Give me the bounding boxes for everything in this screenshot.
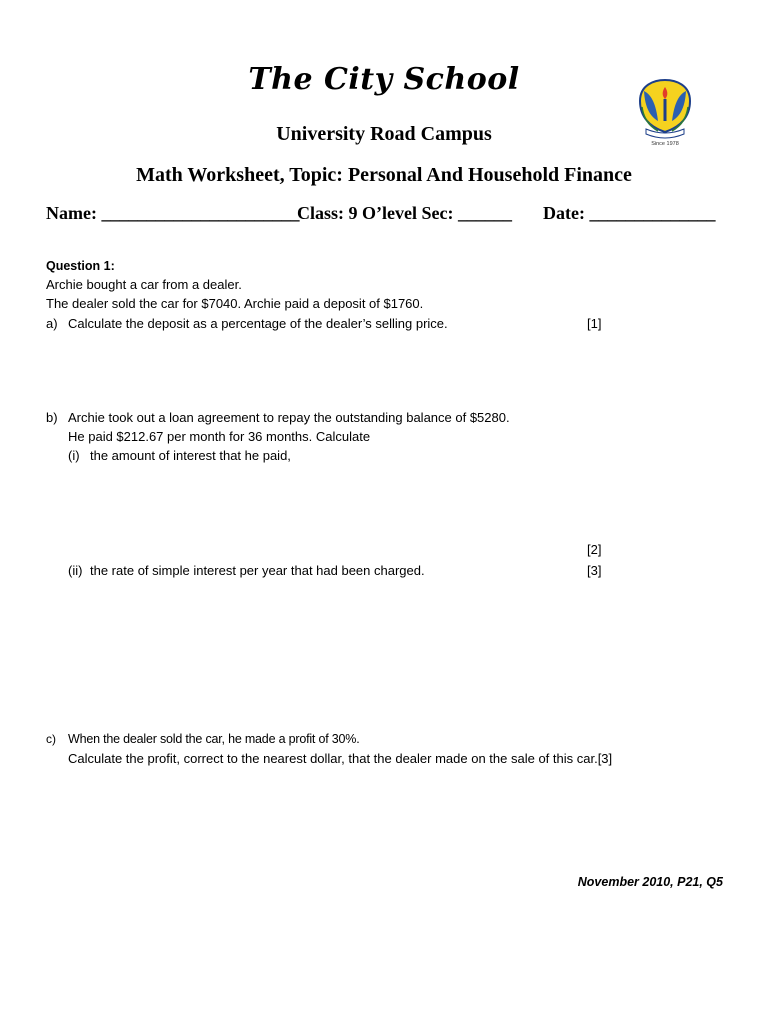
question-intro-line1: Archie bought a car from a dealer. [46,277,242,292]
part-b-sub-ii-text: the rate of simple interest per year that had been charged. [90,563,425,578]
school-name: The City School [248,62,520,97]
part-b-sub-ii-label: (ii) [68,563,83,578]
part-c-line1: When the dealer sold the car, he made a profit of 30%. [68,732,360,746]
part-c-line2: Calculate the profit, correct to the nearest dollar, that the dealer made on the sale of this car.[3] [68,751,613,766]
part-c-label: c) [46,732,56,746]
logo-since-text: Since 1978 [651,141,679,147]
question-intro-line2: The dealer sold the car for $7040. Archie paid a deposit of $1760. [46,296,424,311]
date-field: Date: ______________ [543,203,716,223]
part-a-marks: [1] [587,316,602,331]
part-b-sub-i-marks: [2] [587,542,602,557]
question-heading: Question 1: [46,259,115,273]
campus-name: University Road Campus [276,123,492,145]
worksheet-title: Math Worksheet, Topic: Personal And Household Finance [136,164,632,186]
part-a-text: Calculate the deposit as a percentage of the dealer’s selling price. [68,316,448,331]
name-field: Name: ______________________ [46,203,300,223]
part-a-label: a) [46,316,58,331]
class-field: Class: 9 O’level Sec: ______ [297,203,512,223]
part-b-sub-i-label: (i) [68,448,80,463]
source-reference: November 2010, P21, Q5 [577,875,723,889]
part-b-line1: Archie took out a loan agreement to repay the outstanding balance of $5280. [68,410,510,425]
part-b-label: b) [46,410,58,425]
part-b-sub-ii-marks: [3] [587,563,602,578]
part-b-sub-i-text: the amount of interest that he paid, [90,448,291,463]
part-b-line2: He paid $212.67 per month for 36 months. Calculate [68,429,371,444]
